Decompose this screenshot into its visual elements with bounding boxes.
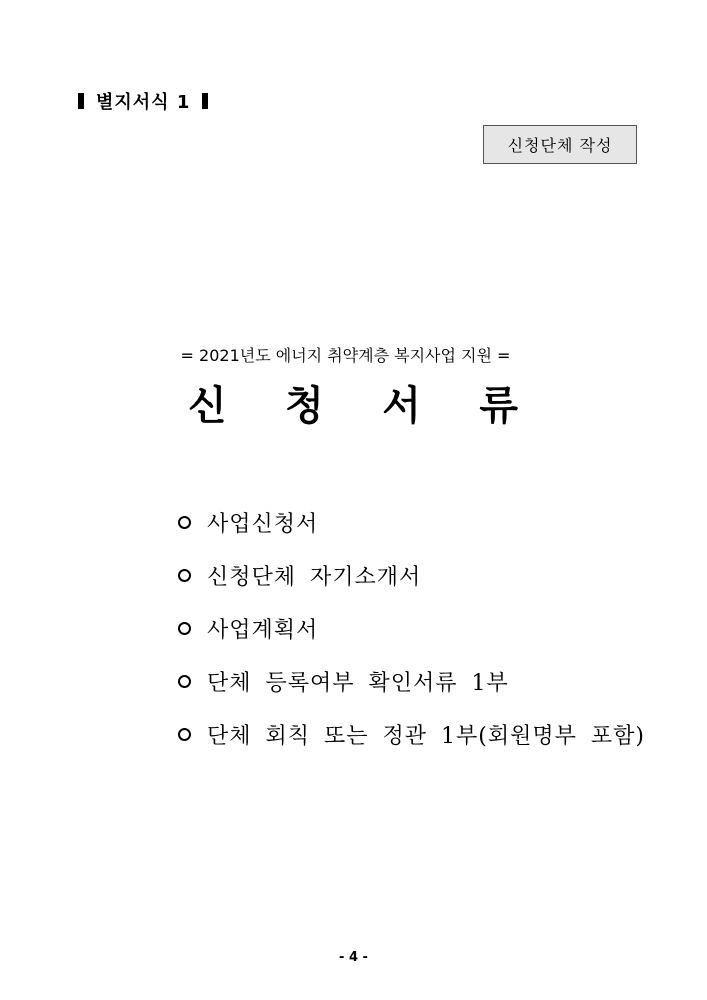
document-subtitle-text: = 2021년도 에너지 취약계층 복지사업 지원 = xyxy=(180,346,511,365)
title-char: 류 xyxy=(479,382,518,429)
title-char: 신 xyxy=(188,382,227,429)
list-item xyxy=(178,602,645,655)
form-label xyxy=(78,88,208,114)
circle-bullet-icon xyxy=(178,728,191,741)
applicant-note-label: 신청단체 작성 xyxy=(507,136,613,155)
page-number: - 4 - xyxy=(339,950,368,965)
circle-bullet-icon xyxy=(178,622,191,635)
list-item-text: 사업계획서 xyxy=(207,618,319,643)
list-item-text: 단체 등록여부 확인서류 1부 xyxy=(207,671,509,696)
circle-bullet-icon xyxy=(178,516,191,529)
list-item xyxy=(178,655,645,708)
circle-bullet-icon xyxy=(178,569,191,582)
title-char: 서 xyxy=(382,382,421,429)
list-item xyxy=(178,549,645,602)
list-item xyxy=(178,708,645,761)
required-documents-list xyxy=(178,496,645,761)
document-subtitle xyxy=(0,343,707,366)
left-bar-marker xyxy=(78,93,84,109)
right-bar-marker xyxy=(202,93,208,109)
applicant-note-box xyxy=(483,125,637,164)
form-label-text: 별지서식 1 xyxy=(96,92,191,113)
list-item-text: 신청단체 자기소개서 xyxy=(207,565,422,590)
list-item-text: 사업신청서 xyxy=(207,512,319,537)
circle-bullet-icon xyxy=(178,675,191,688)
list-item xyxy=(178,496,645,549)
list-item-text: 단체 회칙 또는 정관 1부(회원명부 포함) xyxy=(207,724,645,749)
document-title xyxy=(188,378,518,434)
title-char: 청 xyxy=(285,382,324,429)
